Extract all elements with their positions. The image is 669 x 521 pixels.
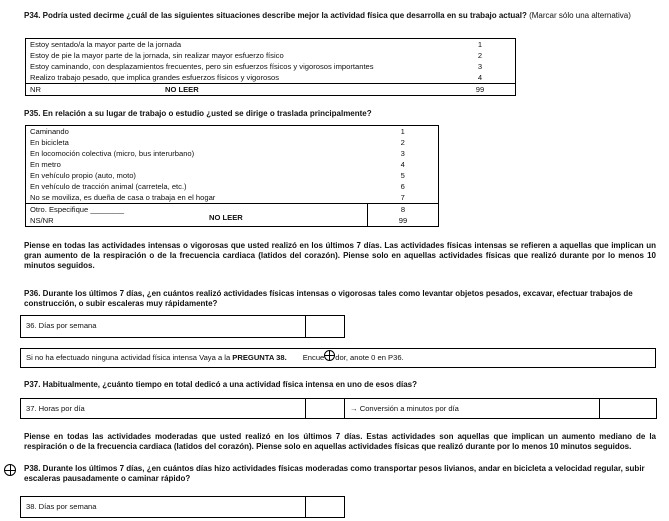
p35-no-leer: NO LEER: [209, 213, 243, 222]
p36-field-label: 36. Días por semana: [20, 315, 306, 338]
p34-option[interactable]: Estoy sentado/a la mayor parte de la jornada 1: [30, 40, 483, 49]
p34-option[interactable]: Estoy de pie la mayor parte de la jornada, sin realizar mayor esfuerzo físico 2: [30, 51, 483, 60]
p35-options-table: [25, 125, 439, 227]
p34-option[interactable]: Estoy caminando, con desplazamientos frecuentes, pero sin esfuerzos físicos y vigorosos importantes 3: [30, 62, 483, 71]
intro-moderadas: Piense en todas las actividades moderadas que usted realizó en los últimos 7 días. Estas actividades son aquellas que implican un aumento mediano de la respiración o de la frecuencia cardiaca (latidos del corazón). Piense solo en aquellas actividades físicas que realizó durante por lo menos 10 minutos seguidos.: [24, 432, 656, 451]
p35-option[interactable]: En vehículo de tracción animal (carretela, etc.) 6: [30, 182, 405, 191]
p35-option[interactable]: En metro 4: [30, 160, 405, 169]
p34-note: (Marcar sólo una alternativa): [529, 11, 631, 20]
p34-options-table: [25, 38, 516, 96]
p35-option[interactable]: En vehículo propio (auto, moto) 5: [30, 171, 405, 180]
p37-conversion-label: → Conversión a minutos por día: [344, 398, 600, 419]
p38-answer-box[interactable]: [305, 496, 345, 518]
p37-answer-box[interactable]: [305, 398, 345, 419]
p36-skip-instruction: Si no ha efectuado ninguna actividad física intensa Vaya a la PREGUNTA 38. Encue dor, anote 0 en P36.: [20, 348, 656, 368]
p37-conversion-box[interactable]: [599, 398, 657, 419]
p34-option-nr[interactable]: NR NO LEER 99: [26, 84, 516, 96]
p37-field-label: 37. Horas por día: [20, 398, 306, 419]
p34-title: P34. Podría usted decirme ¿cuál de las siguientes situaciones describe mejor la actividad física que desarrolla en su trabajo actual? (Marcar sólo una alternativa): [24, 11, 631, 20]
p35-option[interactable]: Caminando 1: [30, 127, 405, 136]
p35-title: P35. En relación a su lugar de trabajo o estudio ¿usted se dirige o traslada principalmente?: [24, 109, 372, 118]
intro-intensas: Piense en todas las actividades intensas o vigorosas que usted realizó en los últimos 7 días. Las actividades físicas intensas se refieren a aquellas que implican un gran aumento de la respiración o de la frecuencia cardiaca (latidos del corazón). Piense solo en aquellas actividades físicas que realizó durante por lo menos 10 minutos seguidos.: [24, 241, 656, 270]
p36-answer-box[interactable]: [305, 315, 345, 338]
crosshair-icon: [4, 464, 16, 476]
p34-option[interactable]: Realizo trabajo pesado, que implica grandes esfuerzos físicos y vigorosos 4: [30, 73, 483, 82]
p37-title: P37. Habitualmente, ¿cuánto tiempo en total dedicó a una actividad física intensa en uno de esos días?: [24, 380, 417, 389]
p38-field-label: 38. Días por semana: [20, 496, 306, 518]
p35-option[interactable]: No se moviliza, es dueña de casa o trabaja en el hogar 7: [30, 193, 405, 202]
p36-title: P36. Durante los últimos 7 días, ¿en cuántos realizó actividades físicas intensas o vigorosas tales como levantar objetos pesados, excavar, efectuar trabajos de construcción, o subir escaleras muy rápidamente?: [24, 289, 633, 308]
p35-option[interactable]: En locomoción colectiva (micro, bus interurbano) 3: [30, 149, 405, 158]
crosshair-icon: [324, 350, 335, 361]
p35-option[interactable]: En bicicleta 2: [30, 138, 405, 147]
p38-title: P38. Durante los últimos 7 días, ¿en cuántos días hizo actividades físicas moderadas como transportar pesos livianos, andar en bicicleta a velocidad regular, subir escaleras pausadamente o caminar rápido?: [24, 464, 645, 483]
p35-option-nsnr[interactable]: NS/NR 99: [26, 215, 439, 227]
p35-option-other[interactable]: Otro. Especifique ________ 8: [26, 204, 439, 216]
